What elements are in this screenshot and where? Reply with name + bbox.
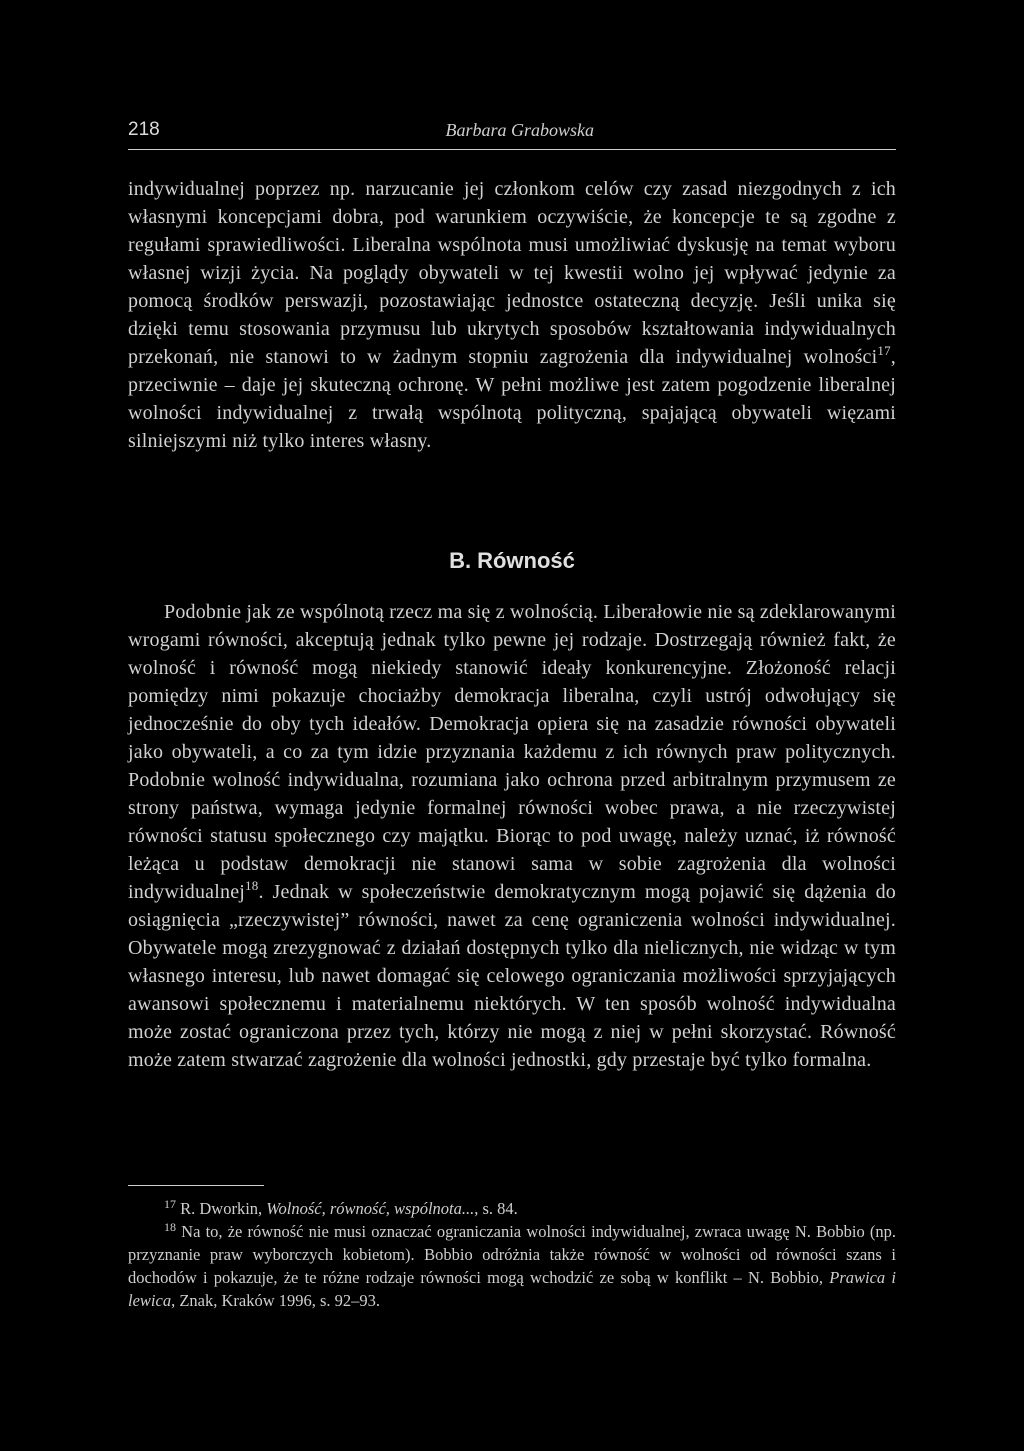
section-heading (0, 548, 1024, 574)
section-title: Równość (477, 548, 575, 573)
footnote-separator (128, 1185, 264, 1186)
paragraph-1-text-a: indywidualnej poprzez np. narzucanie jej członkom celów czy zasad niezgodnych z ich własnymi koncepcjami dobra, pod warunkiem oczywiście, że koncepcje te są zgodne z regułami sprawiedliwości. Liberalna wspólnota musi umożliwiać dyskusję na temat wyboru własnej wizji życia. Na poglądy obywateli w tej kwestii wolno jej wpływać jedynie za pomocą środków perswazji, pozostawiając jednostce ostateczną decyzję. Jeśli unika się dzięki temu stosowania przymusu lub ukrytych sposobów kształtowania indywidualnych przekonań, nie stanowi to w żadnym stopniu zagrożenia dla indywidualnej wolności (128, 178, 896, 368)
footnote-ref-18[interactable]: 18 (245, 878, 259, 893)
footnote-number: 17 (164, 1197, 176, 1211)
paragraph-2-text-a: Podobnie jak ze wspólnotą rzecz ma się z wolnością. Liberałowie nie są zdeklarowanymi wrogami równości, akceptują jednak tylko pewne jej rodzaje. Dostrzegają również fakt, że wolność i równość mogą niekiedy stanowić ideały konkurencyjne. Złożoność relacji pomiędzy nimi pokazuje chociażby demokracja liberalna, czyli ustrój odwołujący się jednocześnie do oby tych ideałów. Demokracja opiera się na zasadzie równości obywateli jako obywateli, a co za tym idzie przyznania każdemu z ich równych praw politycznych. Podobnie wolność indywidualna, rozumiana jako ochrona przed arbitralnym przymusem ze strony państwa, wymaga jedynie formalnej równości wobec prawa, a nie rzeczywistej równości statusu społecznego czy majątku. Biorąc to pod uwagę, należy uznać, iż równość leżąca u podstaw demokracji nie stanowi sama w sobie zagrożenia dla wolności indywidualnej (128, 601, 896, 903)
running-author: Barbara Grabowska (445, 120, 594, 140)
footnote-title: Wolność, równość, wspólnota... (266, 1199, 475, 1218)
footnote-17 (128, 1197, 896, 1220)
footnote-text: , Znak, Kraków 1996, s. 92–93. (171, 1291, 381, 1310)
footnotes (128, 1197, 896, 1312)
footnote-text: , s. 84. (474, 1199, 518, 1218)
paragraph-2-text-b: . Jednak w społeczeństwie demokratycznym mogą pojawić się dążenia do osiągnięcia „rzeczywistej” równości, nawet za cenę ograniczenia wolności indywidualnej. Obywatele mogą zrezygnować z działań dostępnych tylko dla nielicznych, nie widząc w tym własnego interesu, lub nawet domagać się celowego ograniczania możliwości sprzyjających awansowi społecznemu i materialnemu niektórych. W ten sposób wolność indywidualna może zostać ograniczona przez tych, którzy nie mogą z niej w pełni skorzystać. Równość może zatem stwarzać zagrożenie dla wolności jednostki, gdy przestaje być tylko formalna. (128, 881, 896, 1071)
footnote-title: Prawica i lewica (128, 1268, 896, 1310)
footnote-ref-17[interactable]: 17 (877, 343, 891, 358)
running-header (128, 119, 896, 150)
paragraph-1-text-b: , przeciwnie – daje jej skuteczną ochronę. W pełni możliwe jest zatem pogodzenie liberalnej wolności indywidualnej z trwałą wspólnotą polityczną, spajającą obywateli więzami silniejszymi niż tylko interes własny. (128, 346, 896, 452)
body-paragraph-2 (128, 598, 896, 1074)
body-paragraph-1 (128, 175, 896, 455)
footnote-text: R. Dworkin, (176, 1199, 267, 1218)
footnote-18 (128, 1220, 896, 1312)
footnote-number: 18 (164, 1220, 176, 1234)
footnote-text: Na to, że równość nie musi oznaczać ograniczania wolności indywidualnej, zwraca uwagę N. Bobbio (np. przyznanie praw wyborczych kobietom). Bobbio odróżnia także równość w wolności od równości szans i dochodów i pokazuje, że te różne rodzaje równości mogą wchodzić ze sobą w konflikt – N. Bobbio, (128, 1222, 896, 1287)
section-letter: B. (449, 548, 472, 573)
page-number: 218 (128, 119, 160, 140)
